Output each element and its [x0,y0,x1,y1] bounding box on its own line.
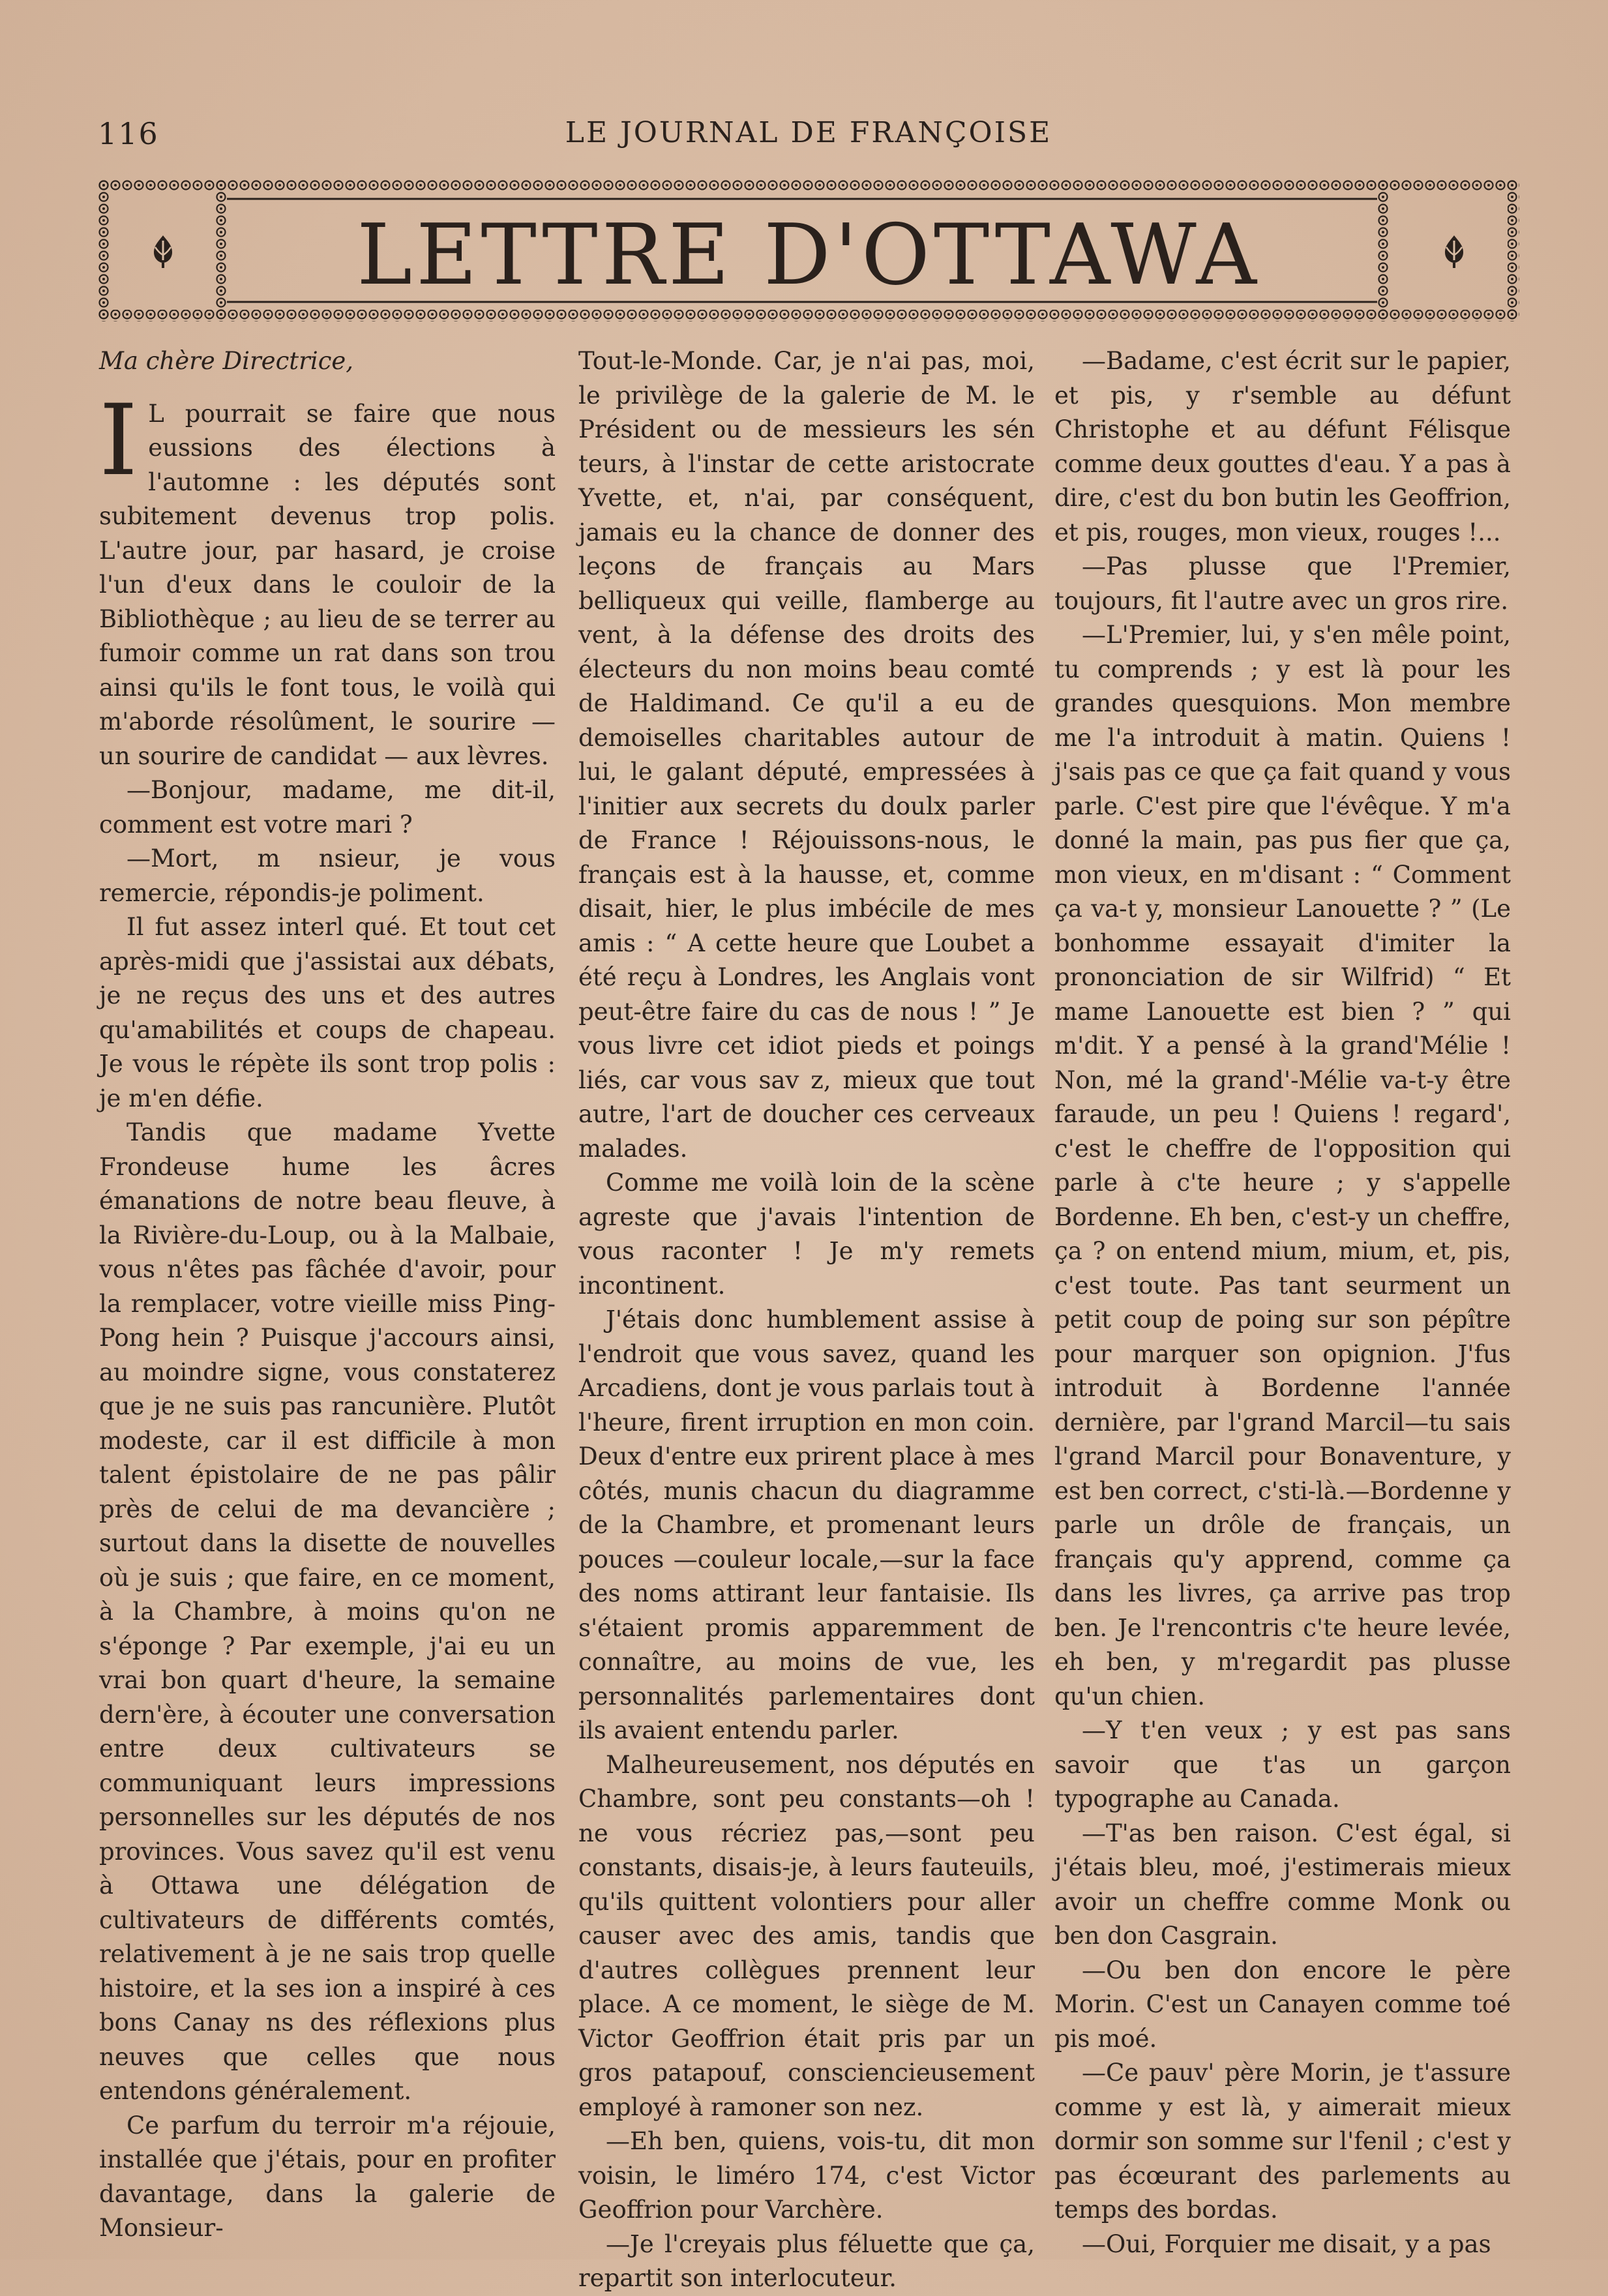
paragraph: —Y t'en veux ; y est pas sans savoir que t'as un garçon typographe au Canada. [1054,1716,1511,1813]
paragraph: I L pourrait se faire que nous eussions des élections à l'automne : les députés sont subitement devenus trop polis. L'autre jour, par hasard, je croise l'un d'eux dans le couloir de la Bibliothèque ; au lieu de se terrer au fumoir comme un rat dans son trou ainsi qu'ils le font tous, le voilà qui m'aborde résolûment, le sourire — un sourire de candidat — aux lèvres. [99,383,556,770]
paragraph: —Badame, c'est écrit sur le papier, et pis, y r'semble au défunt Christophe et au défunt Félisque comme deux gouttes d'eau. Y a pas à dire, c'est du bon butin les Geoffrion, et pis, rouges, mon vieux, rouges !... [1054,347,1511,546]
page-header [98,116,1519,162]
paragraph: Il fut assez interl qué. Et tout cet après-midi que j'assistai aux débats, je ne reçus des uns et des autres qu'amabilités et coups de chapeau. Je vous le répète ils sont trop polis : je m'en défie. [99,913,556,1112]
paragraph: —L'Premier, lui, y s'en mêle point, tu comprends ; y est là pour les grandes quesquions. Mon membre me l'a introduit à matin. Quiens ! j'sais pas ce que ça fait quand y vous parle. C'est pire que l'évêque. Y m'a donné la main, pas pus fier que ça, mon vieux, en m'disant : “ Comment ça va-t y, monsieur Lanouette ? ” (Le bonhomme essayait d'imiter la prononciation de sir Wilfrid) “ Et mame Lanouette est bien ? ” qui m'dit. Y a pensé à la grand'Mélie ! Non, mé la grand'-Mélie va-t-y être faraude, un peu ! Quiens ! regard', c'est le cheffre de l'opposition qui parle à c'te heure ; y s'appelle Bordenne. Eh ben, c'est-y un cheffre, ça ? on entend mium, mium, et, pis, c'est toute. Pas tant seurment un petit coup de poing sur son pépître pour marquer son opignion. J'fus introduit à Bordenne l'année dernière, par l'grand Marcil—tu sais l'grand Marcil pour Bonaventure, y est ben correct, c'sti-là.—Bordenne y parle un drôle de français, un français qu'y apprend, comme ça dans les livres, ça arrive pas trop ben. Je l'rencontris c'te heure levée, eh ben, y m'regardit pas plusse qu'un chien. [1054,621,1511,1710]
paragraph: Malheureusement, nos députés en Chambre, sont peu constants—oh ! ne vous récriez pas,—sont peu constants, disais-je, à leurs fauteuils, qu'ils quittent volontiers pour aller causer avec des amis, tandis que d'autres collègues prennent leur place. A ce moment, le siège de M. Victor Geoffrion était pris par un gros patapouf, consciencieusement employé à ramoner son nez. [578,1750,1035,2121]
paragraph: Tandis que madame Yvette Frondeuse hume les âcres émanations de notre beau fleuve, à la Rivière-du-Loup, ou à la Malbaie, vous n'êtes pas fâchée d'avoir, pour la remplacer, votre vieille miss Ping-Pong hein ? Puisque j'accours ainsi, au moindre signe, vous constaterez que je ne suis pas rancunière. Plutôt modeste, car il est difficile à mon talent épistolaire de ne pas pâlir près de celui de ma devancière ; surtout dans la disette de nouvelles où je suis ; que faire, en ce moment, à la Chambre, à moins qu'on ne s'éponge ? Par exemple, j'ai eu un vrai bon quart d'heure, la semaine dern'ère, à écouter une conversation entre deux cultivateurs se communiquant leurs impressions personnelles sur les députés de nos provinces. Vous savez qu'il est venu à Ottawa une délégation de cultivateurs de différents comtés, relativement à je ne sais trop quelle histoire, et la ses ion a inspiré à ces bons Canay ns des réflexions plus neuves que celles que nous entendons généralement. [99,1118,556,2105]
paragraph: —Je l'creyais plus féluette que ça, repartit son interlocuteur. [578,2229,1035,2292]
paragraph: Comme me voilà loin de la scène agreste que j'avais l'intention de vous raconter ! Je m'y remets incontinent. [578,1169,1035,1300]
paragraph: —Pas plusse que l'Premier, toujours, fit l'autre avec un gros rire. [1054,552,1511,615]
paragraph: —Bonjour, madame, me dit-il, comment est votre mari ? [99,776,556,839]
tulip-icon [143,231,183,271]
paragraph: —Mort, m nsieur, je vous remercie, répondis-je poliment. [99,844,556,907]
paragraph: —Eh ben, quiens, vois-tu, dit mon voisin, le liméro 174, c'est Victor Geoffrion pour Varchère. [578,2127,1035,2224]
drop-cap: I [99,383,138,498]
paragraph: —Ou ben don encore le père Morin. C'est un Canayen comme toé pis moé. [1054,1956,1511,2053]
column-3 [1054,344,1511,2261]
salutation: Ma chère Directrice, [99,347,354,375]
paragraph: Ce parfum du terroir m'a réjouie, installée que j'étais, pour en profiter davantage, dans la galerie de Monsieur- [99,2111,556,2242]
paragraph: —Oui, Forquier me disait, y a pas [1082,2229,1491,2258]
article-body [99,344,1521,2292]
running-head: LE JOURNAL DE FRANÇOISE [565,116,1052,149]
page-number: 116 [98,116,159,151]
column-1 [99,344,556,2246]
paragraph: J'étais donc humblement assise à l'endroit que vous savez, quand les Arcadiens, dont je vous parlais tout à l'heure, firent irruption en mon coin. Deux d'entre eux prirent place à mes côtés, munis chacun du diagramme de la Chambre, et promenant leurs pouces —couleur locale,—sur la face des noms attirant leur fantaisie. Ils s'étaient promis apparemment de connaître, au moins de vue, les personnalités parlementaires dont ils avaient entendu parler. [578,1305,1035,1744]
title-banner [98,179,1519,323]
paragraph: —T'as ben raison. C'est égal, si j'étais bleu, moé, j'estimerais mieux avoir un cheffre comme Monk ou ben don Casgrain. [1054,1819,1511,1950]
paragraph: —Ce pauv' père Morin, je t'assure comme y est là, y aimerait mieux dormir son somme sur l'fenil ; c'est y pas écœurant des parlements au temps des bordas. [1054,2059,1511,2224]
article-title: LETTRE D'OTTAWA [357,207,1260,304]
column-2 [578,344,1035,2296]
tulip-icon [1435,231,1474,271]
paragraph: Tout-le-Monde. Car, je n'ai pas, moi, le privilège de la galerie de M. le Président ou de messieurs les sén teurs, à l'instar de cette aristocrate Yvette, et, n'ai, par conséquent, jamais eu la chance de donner des leçons de français au Mars belliqueux qui veille, flamberge au vent, à la défense des droits des électeurs du non moins beau comté de Haldimand. Ce qu'il a eu de demoiselles charitables autour de lui, le galant député, empressées à l'initier aux secrets du doulx parler de France ! Réjouissons-nous, le français est à la hausse, et, comme disait, hier, le plus imbécile de mes amis : “ A cette heure que Loubet a été reçu à Londres, les Anglais vont peut-être faire du cas de nous ! ” Je vous livre cet idiot pieds et poings liés, car vous sav z, mieux que tout autre, l'art de doucher ces cerveaux malades. [578,347,1035,1163]
